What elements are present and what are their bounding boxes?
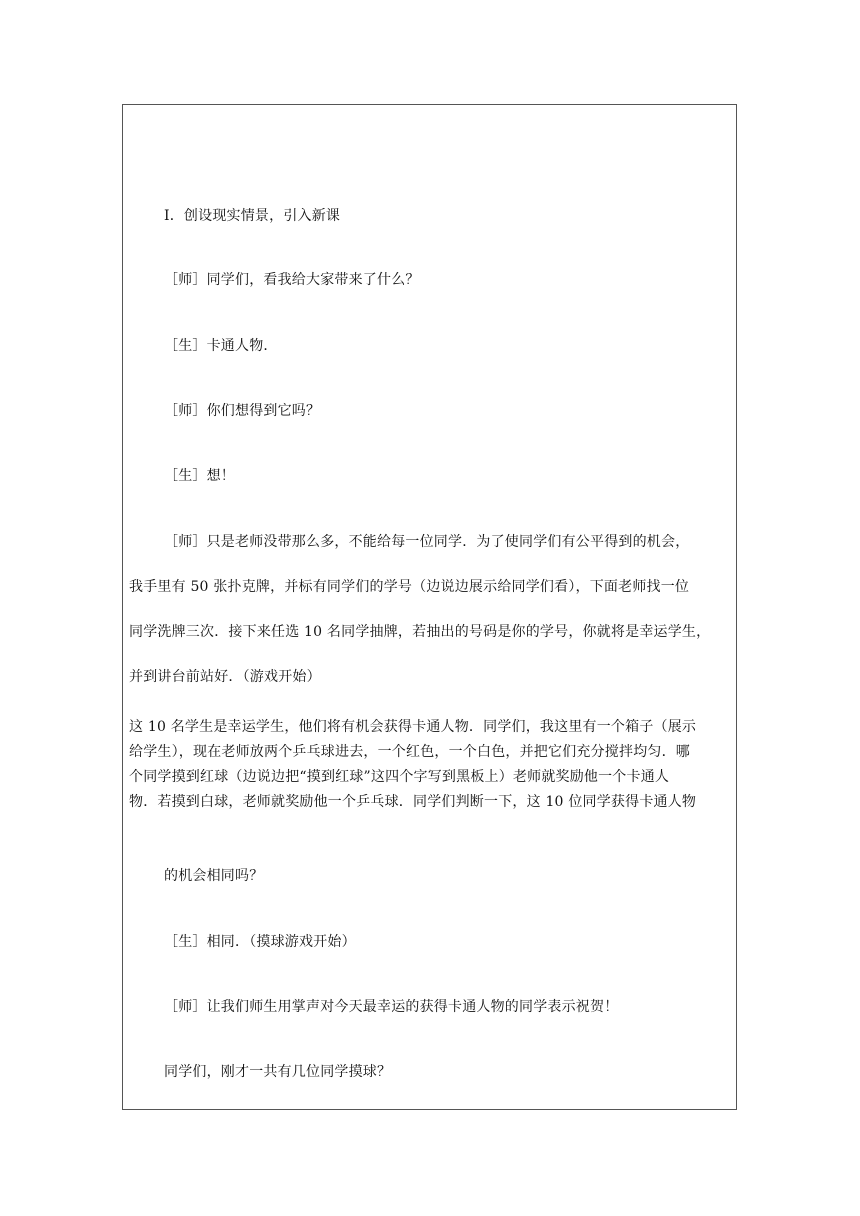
lucky-students-line-1: 这 10 名学生是幸运学生，他们将有机会获得卡通人物．同学们，我这里有一个箱子（展示 xyxy=(129,719,697,735)
student-line-1: ［生］卡通人物． xyxy=(164,338,278,354)
student-line-3: ［生］相同．（摸球游戏开始） xyxy=(164,934,356,950)
document-frame xyxy=(122,104,737,1110)
teacher-line-1: ［师］同学们，看我给大家带来了什么？ xyxy=(164,272,420,288)
lucky-students-line-3: 个同学摸到红球（边说边把“摸到红球”这四个字写到黑板上）老师就奖励他一个卡通人 xyxy=(129,769,670,785)
section-heading: Ⅰ．创设现实情景，引入新课 xyxy=(164,208,341,224)
student-line-2: ［生］想！ xyxy=(164,468,235,484)
lucky-students-line-4: 物．若摸到白球，老师就奖励他一个乒乓球．同学们判断一下，这 10 位同学获得卡通人物 xyxy=(129,794,697,810)
teacher-paragraph-line-2: 我手里有 50 张扑克牌，并标有同学们的学号（边说边展示给同学们看），下面老师找一位 xyxy=(129,579,690,595)
teacher-line-2: ［师］你们想得到它吗？ xyxy=(164,403,321,419)
closing-question-line: 同学们，刚才一共有几位同学摸球？ xyxy=(164,1064,392,1080)
teacher-line-3: ［师］让我们师生用掌声对今天最幸运的获得卡通人物的同学表示祝贺！ xyxy=(164,999,619,1015)
question-line: 的机会相同吗？ xyxy=(164,868,264,884)
teacher-paragraph-line-4: 并到讲台前站好．（游戏开始） xyxy=(129,669,321,685)
lucky-students-line-2: 给学生），现在老师放两个乒乓球进去，一个红色，一个白色，并把它们充分搅拌均匀．哪 xyxy=(129,744,690,760)
teacher-paragraph-line-3: 同学洗牌三次．接下来任选 10 名同学抽牌，若抽出的号码是你的学号，你就将是幸运学生， xyxy=(129,624,711,640)
teacher-paragraph-line-1: ［师］只是老师没带那么多，不能给每一位同学．为了使同学们有公平得到的机会， xyxy=(164,534,690,550)
